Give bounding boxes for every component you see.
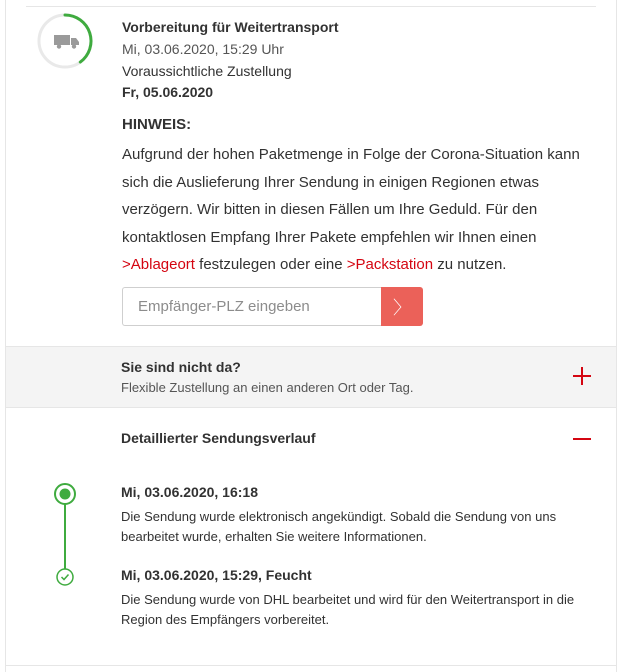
event-description: Die Sendung wurde elektronisch angekündigt. Sobald die Sendung von uns bearbeitet wurde, erhalten Sie weitere Informationen. — [121, 509, 557, 544]
plz-submit-button[interactable]: 〉 — [381, 287, 423, 326]
shipment-card — [5, 0, 617, 672]
event-time: Mi, 03.06.2020, 15:29, Feucht — [121, 567, 312, 583]
packstation-link[interactable]: >Packstation — [346, 256, 434, 273]
notice-text-part: zu nutzen. — [433, 256, 507, 273]
timeline-dot-done — [57, 569, 73, 585]
absent-title: Sie sind nicht da? — [121, 359, 241, 375]
plus-icon[interactable] — [572, 366, 592, 386]
notice-text — [122, 141, 602, 279]
event-description: Die Sendung wurde von DHL bearbeitet und wird für den Weitertransport in die Region des Empfängers vorbereitet. — [121, 592, 575, 627]
status-title: Vorbereitung für Weitertransport — [122, 19, 339, 35]
timeline — [53, 480, 83, 590]
divider — [6, 665, 616, 666]
notice-box — [122, 116, 602, 279]
history-title: Detaillierter Sendungsverlauf — [121, 430, 316, 446]
ablageort-link[interactable]: >Ablageort — [122, 256, 195, 273]
plz-input[interactable] — [122, 287, 381, 326]
history-event — [121, 484, 591, 546]
minus-icon[interactable] — [572, 429, 592, 449]
event-time: Mi, 03.06.2020, 16:18 — [121, 484, 258, 500]
notice-title: HINWEIS: — [122, 116, 192, 133]
history-event — [121, 567, 591, 629]
status-date: Mi, 03.06.2020, 15:29 Uhr — [122, 41, 284, 57]
notice-text-part: Aufgrund der hohen Paketmenge in Folge der Corona-Situation kann sich die Auslieferung Ihrer Sendung in einigen Regionen etwas verzögern. Wir bitten in diesen Fällen um Ihre Geduld. Für den kontaktlosen Empfang Ihrer Pakete empfehlen wir Ihnen einen — [122, 146, 580, 246]
status-block — [122, 19, 592, 104]
eta-date: Fr, 05.06.2020 — [122, 84, 214, 100]
eta-label: Voraussichtliche Zustellung — [122, 63, 292, 79]
absent-section[interactable] — [6, 346, 616, 408]
timeline-dot-fill — [60, 489, 71, 500]
divider — [26, 6, 596, 7]
plz-form — [122, 287, 423, 326]
notice-text-part: festzulegen oder eine — [194, 256, 347, 273]
truck-icon — [54, 33, 80, 49]
absent-subtitle: Flexible Zustellung an einen anderen Ort oder Tag. — [121, 380, 414, 395]
